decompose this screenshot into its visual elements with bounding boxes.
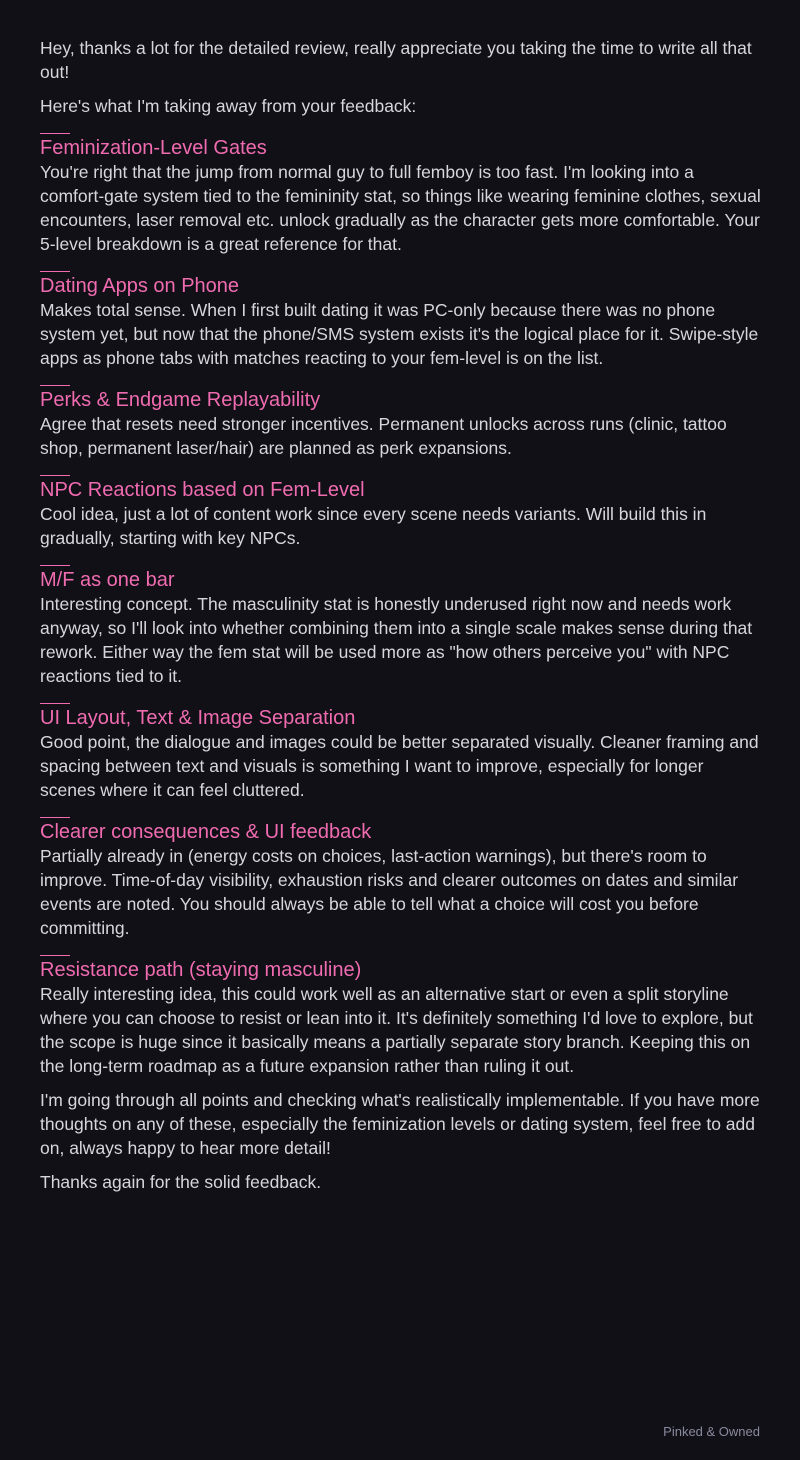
section-divider (40, 266, 762, 274)
section-heading: Resistance path (staying masculine) (40, 959, 362, 981)
section-perks-replayability (40, 380, 762, 460)
section-divider (40, 380, 762, 388)
outro-paragraph: I'm going through all points and checking what's realistically implementable. If you have more thoughts on any of these, especially the feminization levels or dating system, feel free to add on, always happy to hear more detail! (40, 1090, 760, 1158)
section-body: Really interesting idea, this could work well as an alternative start or even a split storyline where you can choose to resist or lean into it. It's definitely something I'd love to explore, but the scope is huge since it basically means a partially separate story branch. Keeping this on the long-term roadmap as a future expansion rather than ruling it out. (40, 984, 753, 1076)
section-heading: Clearer consequences & UI feedback (40, 821, 372, 843)
section-mf-bar (40, 560, 762, 688)
section-heading: Perks & Endgame Replayability (40, 389, 321, 411)
intro-greeting: Hey, thanks a lot for the detailed review, really appreciate you taking the time to write all that out! (40, 38, 752, 82)
section-divider (40, 950, 762, 958)
section-feminization-gates (40, 128, 762, 256)
section-divider (40, 698, 762, 706)
section-body: Partially already in (energy costs on choices, last-action warnings), but there's room to improve. Time-of-day visibility, exhaustion risks and clearer outcomes on dates and similar events are noted. You should always be able to tell what a choice will cost you before committing. (40, 846, 739, 938)
section-heading: UI Layout, Text & Image Separation (40, 707, 356, 729)
section-consequences-feedback (40, 812, 762, 940)
section-divider (40, 560, 762, 568)
section-npc-reactions (40, 470, 762, 550)
section-body: Good point, the dialogue and images could be better separated visually. Cleaner framing and spacing between text and visuals is something I want to improve, especially for longer scenes where it can feel cluttered. (40, 732, 759, 800)
section-heading: Dating Apps on Phone (40, 275, 240, 297)
section-heading: Feminization-Level Gates (40, 137, 267, 159)
intro-lead: Here's what I'm taking away from your feedback: (40, 96, 417, 116)
message-body (40, 36, 762, 1204)
section-divider (40, 812, 762, 820)
section-divider (40, 470, 762, 478)
section-body: Interesting concept. The masculinity stat is honestly underused right now and needs work anyway, so I'll look into whether combining them into a single scale makes sense during that rework. Either way the fem stat will be used more as "how others perceive you" with NPC reactions tied to it. (40, 594, 753, 686)
section-body: Cool idea, just a lot of content work since every scene needs variants. Will build this in gradually, starting with key NPCs. (40, 504, 707, 548)
section-heading: M/F as one bar (40, 569, 175, 591)
section-body: You're right that the jump from normal guy to full femboy is too fast. I'm looking into a comfort-gate system tied to the femininity stat, so things like wearing feminine clothes, sexual encounters, laser removal etc. unlock gradually as the character gets more comfortable. Your 5-level breakdown is a great reference for that. (40, 162, 761, 254)
section-dating-apps (40, 266, 762, 370)
signature: Pinked & Owned (663, 1424, 760, 1439)
section-body: Agree that resets need stronger incentives. Permanent unlocks across runs (clinic, tattoo shop, permanent laser/hair) are planned as perk expansions. (40, 414, 727, 458)
section-divider (40, 128, 762, 136)
section-ui-layout (40, 698, 762, 802)
section-heading: NPC Reactions based on Fem-Level (40, 479, 365, 501)
outro-thanks: Thanks again for the solid feedback. (40, 1172, 322, 1192)
section-body: Makes total sense. When I first built dating it was PC-only because there was no phone system yet, but now that the phone/SMS system exists it's the logical place for it. Swipe-style apps as phone tabs with matches reacting to your fem-level is on the list. (40, 300, 759, 368)
section-resistance-path (40, 950, 762, 1078)
